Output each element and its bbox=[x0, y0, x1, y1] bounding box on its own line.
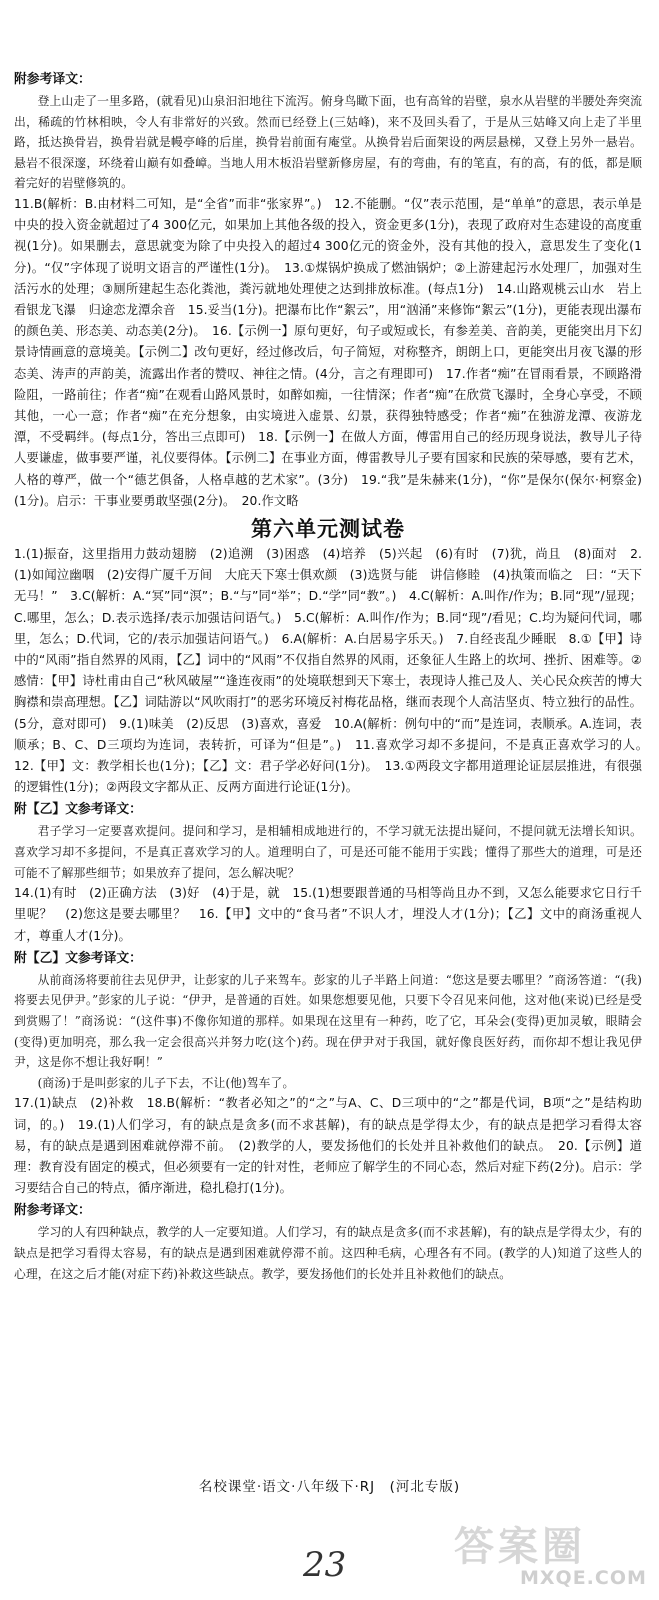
section-heading: 附【乙】文参考译文： bbox=[14, 950, 142, 966]
answer-block: 11.B(解析：B.由材料二可知，是“全省”而非“张家界”。) 12.不能删。“仅”表示范围，是“单单”的意思，表示单是中央的投入资金就超过了4 300亿元，如果加上其他各级的投入，资金更多(1分)，表现了政府对生态建设的高度重视(1分)。如果删去，意思就变为除了中央投入的超过4 300亿元的资金外，没有其他的投入，意思发生了变化(1分)。“仅”字体现了说明文语言的严谨性(1分)。 13.①煤锅炉换成了燃油锅炉；②上游建起污水处理厂，加强对生活污水的处理；③厕所建起生态化粪池，粪污就地处理使之达到排放标准。(每点1分) 14.山路观桃云山水 岩上看银龙飞瀑 归途恋龙潭余音 15.妥当(1分)。把瀑布比作“絮云”，用“汹涌”来修饰“絮云”(1分)，更能表现出瀑布的颜色美、形态美、动态美(2分)。 16.【示例一】原句更好，句子或短或长，有参差美、音韵美，更能突出月下幻景诗情画意的意境美。【示例二】改句更好，经过修改后，句子简短，对称整齐，朗朗上口，更能突出月夜飞瀑的形态美、涛声的声韵美，流露出作者的赞叹、神往之情。(4分，言之有理即可) 17.作者“痴”在冒雨看景，不顾路滑险阻，一路前往；作者“痴”在观看山路风景时，如醉如痴，一往情深；作者“痴”在欣赏飞瀑时，全身心享受，不顾其他，一心一意；作者“痴”在充分想象，由实境进入虚景、幻景，获得独特感受；作者“痴”在独游龙潭、夜游龙潭，不受羁绊。(每点1分，答出三点即可) 18.【示例一】在做人方面，傅雷用自己的经历现身说法，教导儿子待人要谦虚，做事要严谨，礼仪要得体。【示例二】在事业方面，傅雷教导儿子要有国家和民族的荣辱感，要有艺术，人格的尊严，做一个“德艺俱备，人格卓越的艺术家”。(3分) 19.“我”是朱赫来(1分)，“你”是保尔(保尔·柯察金)(1分)。启示：干事业要勇敢坚强(2分)。 20.作文略 bbox=[14, 196, 642, 508]
unit-test-title: 第六单元测试卷 bbox=[251, 517, 405, 542]
section-heading: 附【乙】文参考译文： bbox=[14, 802, 142, 818]
answer-block: 14.(1)有时 (2)正确方法 (3)好 (4)于是，就 15.(1)想要跟普通的马相等尚且办不到，又怎么能要求它日行千里呢？ (2)您这是要去哪里？ 16.【甲】文中的“食马者”不识人才，埋没人才(1分)；【乙】文中的商汤重视人才，尊重人才(1分)。 bbox=[14, 886, 642, 943]
reference-translation: 登上山走了一里多路，(就看见)山泉汩汩地往下流泻。俯身鸟瞰下面，也有高耸的岩壁，泉水从岩壁的半腰处奔突流出，稀疏的竹林相映，令人有非常好的兴致。然而已经登上(三姑峰)，来不及回头看了，于是从三姑峰又向上走了半里路，抵达换骨岩，换骨岩就是幔亭峰的后崖，换骨岩前面有庵堂。从换骨岩后面架设的两层悬梯，又登上另外一悬岩。悬岩不很深邃，环绕着山巅有如叠嶂。当地人用木板沿岩壁新修房屋，有的弯曲，有的笔直，有的高，有的低，都是顺着完好的岩壁修筑的。 bbox=[14, 94, 642, 191]
watermark-logo bbox=[440, 1515, 650, 1595]
reference-translation: 学习的人有四种缺点，教学的人一定要知道。人们学习，有的缺点是贪多(而不求甚解)，有的缺点是学得太少，有的缺点是把学习看得太容易，有的缺点是遇到困难就停滞不前。这四种毛病，心理各有不同。(教学的人)知道了这些人的心理，在这之后才能(对症下药)补救这些缺点。教学，要发扬他们的长处并且补救他们的缺点。 bbox=[14, 1225, 642, 1281]
watermark-text: 答案圈 bbox=[454, 1524, 586, 1570]
answer-block: 1.(1)振奋，这里指用力鼓动翅膀 (2)追溯 (3)困惑 (4)培养 (5)兴起 (6)有时 (7)犹，尚且 (8)面对 2.(1)如闻泣幽咽 (2)安得广厦千万间 大庇天下寒士俱欢颜 (3)选贤与能 讲信修睦 (4)执策而临之 曰：“天下无马！” 3.C(解析：A.“冥”同“溟”；B.“与”同“举”；D.“学”同“教”。) 4.C(解析：A.叫作/作为；B.同“现”/显现；C.哪里，怎么；D.表示选择/表示加强诘问语气。) 5.C(解析：A.叫作/作为；B.同“现”/看见；C.均为疑问代词，哪里，怎么；D.代词，它的/表示加强诘问语气。) 6.A(解析：A.白居易字乐天。) 7.自经丧乱少睡眠 8.①【甲】诗中的“风雨”指自然界的风雨，【乙】词中的“风雨”不仅指自然界的风雨，还象征人生路上的坎坷、挫折、困难等。②感情：【甲】诗杜甫由自己“秋风破屋”“逢连夜雨”的处境联想到天下寒士，表现诗人推己及人、关心民众疾苦的博大胸襟和崇高理想。【乙】词陆游以“风吹雨打”的恶劣环境反衬梅花品格，继而表现个人高洁坚贞、特立独行的品性。(5分，意对即可) 9.(1)味美 (2)反思 (3)喜欢，喜爱 10.A(解析：例句中的“而”是连词，表顺承。A.连词，表顺承；B、C、D三项均为连词，表转折，可译为“但是”。) 11.喜欢学习却不多提问，不是真正喜欢学习的人。 12.【甲】文：教学相长也(1分)；【乙】文：君子学必好问(1分)。 13.①两段文字都用道理论证层层推进，有很强的逻辑性(1分)；②两段文字都从正、反两方面进行论证(1分)。 bbox=[14, 547, 655, 795]
reference-translation: 从前商汤将要前往去见伊尹，让彭家的儿子来驾车。彭家的儿子半路上问道：“您这是要去哪里？”商汤答道：“(我)将要去见伊尹。”彭家的儿子说：“伊尹，是普通的百姓。如果您想要见他，只要下令召见来问他，这对他(来说)已经是受到赏赐了！”商汤说：“(这件事)不像你知道的那样。如果现在这里有一种药，吃了它，耳朵会(变得)更加灵敏，眼睛会(变得)更加明亮，那么我一定会很高兴并努力吃(这个)药。现在伊尹对于我国，就好像良医好药，而你却不想让我见伊尹，这是你不想让我好啊！” bbox=[14, 972, 642, 1070]
book-footer: 名校课堂·语文·八年级下·RJ (河北专版) bbox=[198, 1479, 461, 1495]
section-heading: 附参考译文： bbox=[14, 72, 91, 87]
section-heading: 附参考译文： bbox=[14, 1203, 91, 1219]
handwritten-page-number: 23 bbox=[303, 1545, 347, 1585]
watermark-site: MXQE.COM bbox=[520, 1567, 647, 1589]
answer-page bbox=[14, 68, 655, 1284]
answer-block: 17.(1)缺点 (2)补救 18.B(解析：“教者必知之”的“之”与A、C、D三项中的“之”都是代词，B项“之”是结构助词，的。) 19.(1)人们学习，有的缺点是贪多(而不求甚解)，有的缺点是学得太少，有的缺点是把学习看得太容易，有的缺点是遇到困难就停滞不前。 (2)教学的人，要发扬他们的长处并且补救他们的缺点。 20.【示例】道理：教育没有固定的模式，但必须要有一定的针对性，老师应了解学生的不同心态，然后对症下药(2分)。启示：学习要结合自己的特点，循序渐进，稳扎稳打(1分)。 bbox=[14, 1096, 642, 1196]
reference-translation: 君子学习一定要喜欢提问。提问和学习，是相辅相成地进行的，不学习就无法提出疑问，不提问就无法增长知识。喜欢学习却不多提问，不是真正喜欢学习的人。道理明白了，可是还可能不能用于实践；懂得了那些大的道理，可是还可能不了解那些细节；如果放弃了提问，怎么解决呢？ bbox=[14, 824, 642, 880]
reference-translation: (商汤)于是叫彭家的儿子下去，不让(他)驾车了。 bbox=[37, 1075, 295, 1090]
